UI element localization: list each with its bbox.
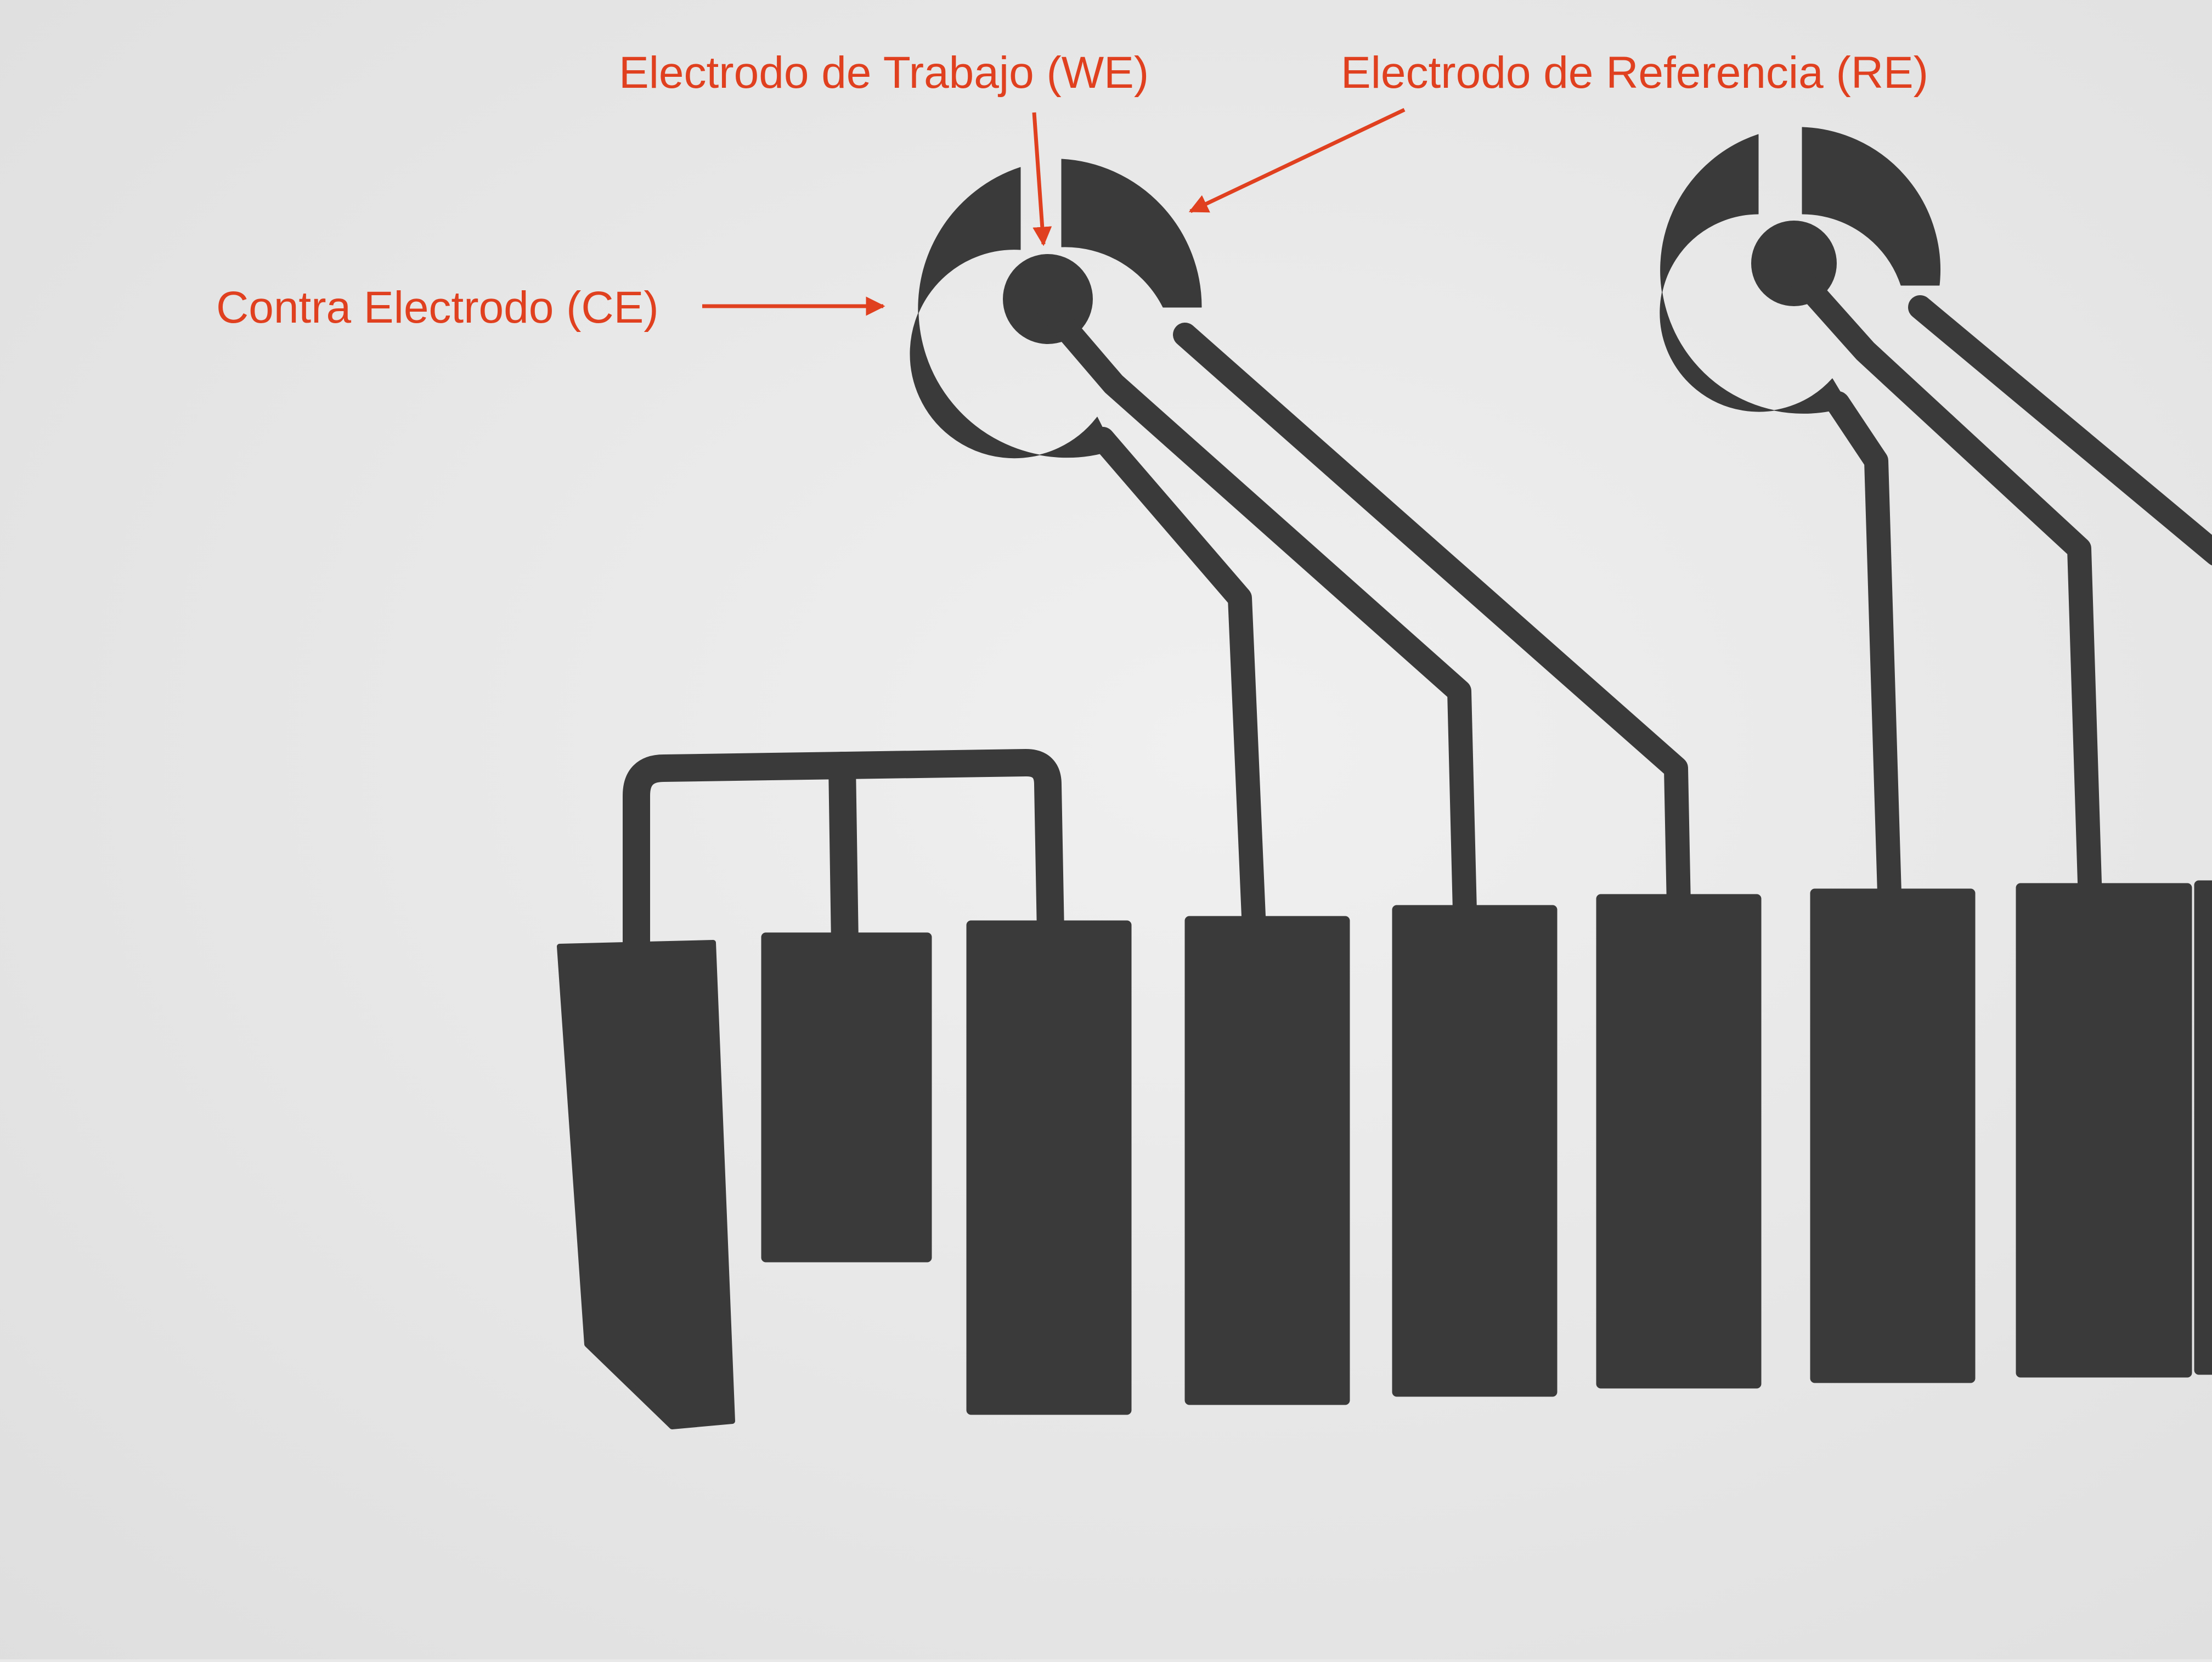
contact-pad-9 [2194,881,2212,1374]
contact-pad-4 [1185,916,1350,1405]
working-electrode-label: Electrodo de Trabajo (WE) [619,48,1149,98]
counter-electrode-label: Contra Electrodo (CE) [216,283,659,333]
contact-pad-3 [967,921,1131,1415]
pad-bridge-stem [842,765,845,944]
reference-electrode-label: Electrodo de Referencia (RE) [1341,48,1929,98]
contact-pad-5 [1392,905,1557,1396]
contact-pad-2 [761,933,932,1262]
contact-pad-6 [1596,894,1761,1388]
contact-pad-8 [2016,883,2192,1377]
contact-pad-7 [1810,889,1975,1383]
